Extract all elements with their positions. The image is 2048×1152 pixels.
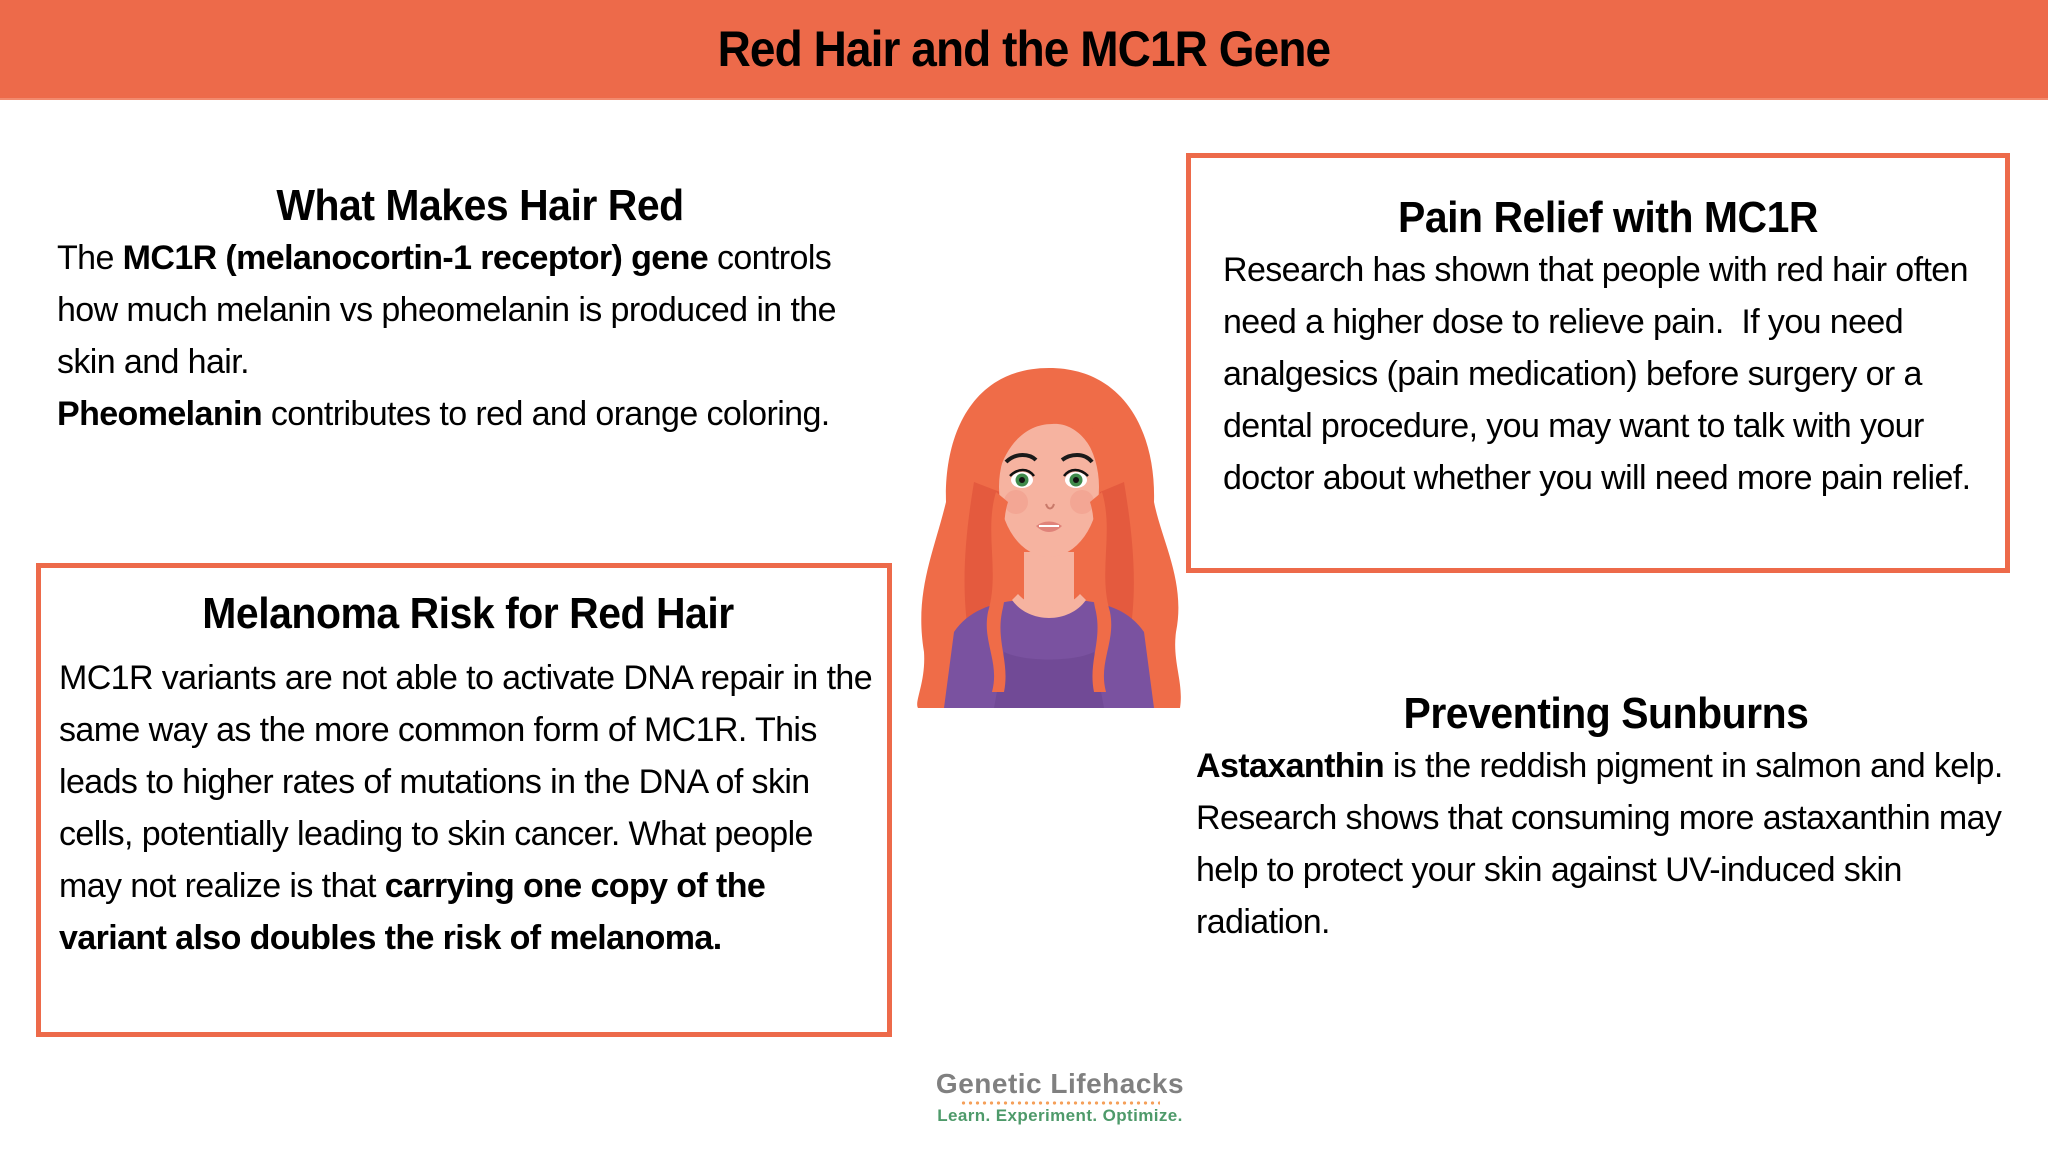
section-heading: Preventing Sunburns (1403, 689, 1809, 738)
body-text: is the reddish pigment in salmon and kelp. Research shows that consuming more astaxanthin may help to protect your skin against UV-induced skin radiation. (1196, 747, 2003, 941)
logo-tagline: Learn. Experiment. Optimize. (937, 1106, 1183, 1125)
body-bold-text: Astaxanthin (1196, 747, 1384, 785)
section-body (59, 652, 877, 964)
body-text: The (57, 239, 123, 277)
section-heading: Melanoma Risk for Red Hair (202, 589, 734, 638)
section-body (40, 232, 900, 440)
red-hair-woman-illustration (904, 362, 1194, 708)
portrait-icon (904, 362, 1194, 708)
section-body: Research has shown that people with red hair often need a higher dose to relieve pain. If you need analgesics (pain medication) before surgery or a dental procedure, you may want to talk with your doctor about whether you will need more pain relief. (1223, 251, 1977, 497)
title-banner (0, 0, 2048, 100)
body-bold-text: MC1R (melanocortin-1 receptor) gene (122, 239, 709, 277)
section-heading: Pain Relief with MC1R (1398, 193, 1818, 242)
section-melanoma-risk (36, 563, 892, 1037)
body-text: controls how much melanin vs pheomelanin is produced in the skin and hair. (57, 239, 836, 381)
page-title: Red Hair and the MC1R Gene (717, 21, 1331, 77)
section-pain-relief (1186, 153, 2010, 573)
body-text: contributes to red and orange coloring. (262, 395, 830, 433)
section-body (1196, 740, 2016, 948)
section-heading: What Makes Hair Red (276, 181, 684, 230)
section-preventing-sunburns (1196, 688, 2016, 948)
logo-name: Genetic Lifehacks (935, 1068, 1185, 1099)
body-bold-text: Pheomelanin (57, 395, 263, 433)
body-text: MC1R variants are not able to activate DNA repair in the same way as the more common form of MC1R. This leads to higher rates of mutations in the DNA of skin cells, potentially leading to skin cancer. What people may not realize is that (59, 659, 873, 905)
section-what-makes-hair-red (40, 180, 900, 440)
genetic-lifehacks-logo (900, 1068, 1220, 1126)
body-bold-text: carrying one copy of the variant also doubles the risk of melanoma. (59, 867, 766, 957)
